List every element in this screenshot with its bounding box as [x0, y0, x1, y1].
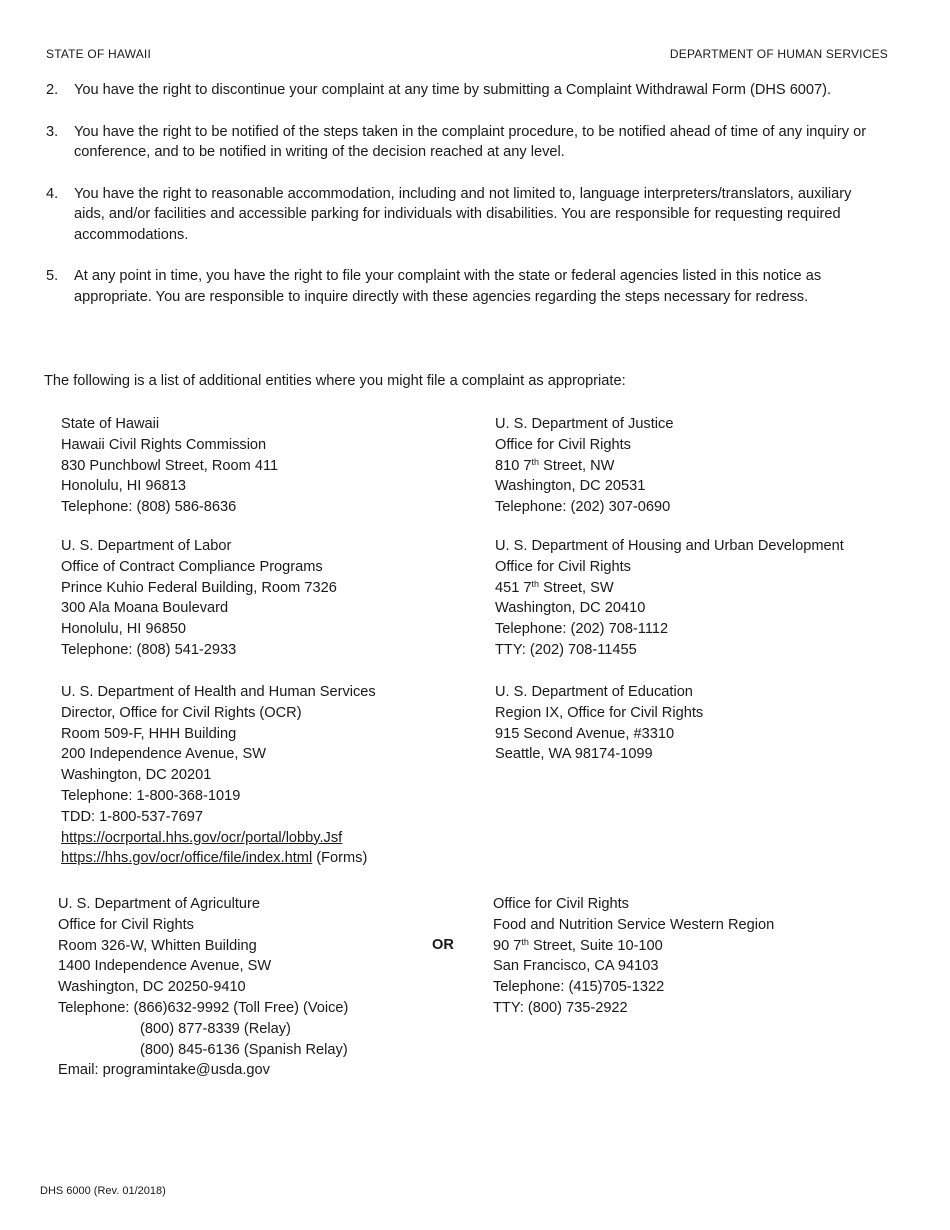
entity-phone: Telephone: (202) 307-0690: [495, 499, 671, 516]
entity-line: Food and Nutrition Service Western Region: [493, 916, 775, 933]
entity-line: Washington, DC 20531: [495, 478, 646, 495]
right-text: You have the right to discontinue your complaint at any time by submitting a Complaint Withdrawal Form (DHS 6007).: [74, 82, 832, 98]
street-name: Street, SW: [539, 579, 614, 596]
entity-phone: Telephone: 1-800-368-1019: [61, 787, 241, 804]
entity-street: [493, 936, 774, 957]
entity-line: U. S. Department of Education: [495, 684, 693, 700]
form-number-footer: DHS 6000 (Rev. 01/2018): [40, 1185, 166, 1197]
entity-line: Washington, DC 20250-9410: [58, 979, 246, 996]
entity-line: Hawaii Civil Rights Commission: [61, 436, 267, 453]
entity-line: U. S. Department of Labor: [61, 538, 232, 554]
entity-line: U. S. Department of Housing and Urban Development: [495, 538, 844, 554]
ordinal-suffix: th: [531, 456, 540, 467]
entity-line: 830 Punchbowl Street, Room 411: [61, 457, 279, 474]
or-separator: OR: [432, 937, 454, 953]
right-item-2: [46, 80, 886, 101]
entity-line: Region IX, Office for Civil Rights: [495, 704, 704, 721]
street-name: Street, NW: [539, 457, 615, 474]
entity-line: Office for Civil Rights: [58, 916, 194, 933]
right-number: 2.: [46, 82, 59, 98]
street-number: 451 7: [495, 579, 532, 596]
entity-line: 300 Ala Moana Boulevard: [61, 600, 229, 617]
entity-phone: Telephone: (202) 708-1112: [495, 621, 669, 638]
entity-line: State of Hawaii: [61, 416, 160, 432]
right-item-3: [46, 122, 886, 163]
entity-line: Office of Contract Compliance Programs: [61, 558, 323, 575]
entity-line: Washington, DC 20201: [61, 767, 212, 784]
entity-doj: [495, 414, 673, 518]
entities-intro: The following is a list of additional entities where you might file a complaint as appropriate:: [44, 373, 626, 389]
entity-usda: [58, 894, 348, 1081]
forms-suffix: (Forms): [312, 850, 368, 867]
entity-hawaii: [61, 414, 278, 518]
entity-line: Office for Civil Rights: [495, 558, 631, 575]
street-number: 90 7: [493, 937, 522, 954]
entity-line: Director, Office for Civil Rights (OCR): [61, 704, 302, 721]
entity-tdd: TDD: 1-800-537-7697: [61, 808, 203, 825]
entity-tty: TTY: (800) 735-2922: [493, 999, 628, 1016]
entity-line: Honolulu, HI 96813: [61, 478, 186, 495]
entity-line: Office for Civil Rights: [493, 896, 629, 912]
entity-email: Email: programintake@usda.gov: [58, 1062, 270, 1079]
hhs-forms-link[interactable]: https://hhs.gov/ocr/office/file/index.html: [61, 850, 313, 867]
rights-list: [46, 80, 886, 307]
entity-hhs: [61, 682, 376, 869]
entity-line: Seattle, WA 98174-1099: [495, 746, 653, 763]
right-text: At any point in time, you have the right to file your complaint with the state or federal agencies listed in this notice as appropriate. You are responsible to inquire directly with these agencies regarding the steps necessary for redress.: [74, 268, 822, 305]
street-number: 810 7: [495, 457, 532, 474]
street-name: Street, Suite 10-100: [528, 937, 663, 954]
ocr-portal-link[interactable]: https://ocrportal.hhs.gov/ocr/portal/lobby.Jsf: [61, 829, 343, 846]
entity-line: Prince Kuhio Federal Building, Room 7326: [61, 579, 337, 596]
right-text: You have the right to reasonable accommodation, including and not limited to, language interpreters/translators, auxiliary aids, and/or facilities and accessible parking for individuals with disabilities. You are responsible for requesting required accommodations.: [74, 185, 852, 243]
entity-street: [495, 456, 673, 477]
entity-line: 200 Independence Avenue, SW: [61, 746, 267, 763]
entity-line: 1400 Independence Avenue, SW: [58, 958, 272, 975]
right-number: 3.: [46, 123, 59, 140]
ordinal-suffix: th: [521, 936, 529, 947]
entity-line: U. S. Department of Justice: [495, 416, 674, 432]
entity-line: Office for Civil Rights: [495, 436, 631, 453]
right-item-4: [46, 184, 886, 246]
entity-dol: [61, 536, 337, 661]
right-item-5: [46, 266, 886, 307]
right-number: 5.: [46, 268, 59, 284]
entity-line: U. S. Department of Health and Human Services: [61, 684, 376, 700]
entity-phone-spanish-relay: (800) 845-6136 (Spanish Relay): [140, 1041, 348, 1058]
entity-line: Room 509-F, HHH Building: [61, 725, 237, 742]
right-number: 4.: [46, 185, 59, 202]
entity-phone: Telephone: (866)632-9992 (Toll Free) (Voice): [58, 999, 349, 1016]
entity-line: U. S. Department of Agriculture: [58, 896, 260, 912]
entity-line: Room 326-W, Whitten Building: [58, 937, 257, 954]
entity-phone: Telephone: (415)705-1322: [493, 979, 665, 996]
entity-line: 915 Second Avenue, #3310: [495, 725, 675, 742]
entity-education: [495, 682, 703, 765]
entity-phone: Telephone: (808) 586-8636: [61, 499, 237, 516]
header-state: STATE OF HAWAII: [46, 47, 151, 61]
ordinal-suffix: th: [531, 578, 540, 589]
entity-line: Washington, DC 20410: [495, 600, 646, 617]
entity-phone-relay: (800) 877-8339 (Relay): [140, 1020, 291, 1037]
entity-hud: [495, 536, 844, 661]
entity-fns: [493, 894, 774, 1019]
entity-phone: Telephone: (808) 541-2933: [61, 641, 237, 658]
entity-street: [495, 578, 844, 599]
header-department: DEPARTMENT OF HUMAN SERVICES: [669, 47, 888, 61]
entity-line: Honolulu, HI 96850: [61, 621, 186, 638]
entity-line: San Francisco, CA 94103: [493, 958, 659, 975]
entity-tty: TTY: (202) 708-11455: [495, 641, 637, 658]
right-text: You have the right to be notified of the steps taken in the complaint procedure, to be notified ahead of time of any inquiry or conference, and to be notified in writing of the decision reached at any level.: [74, 123, 867, 160]
